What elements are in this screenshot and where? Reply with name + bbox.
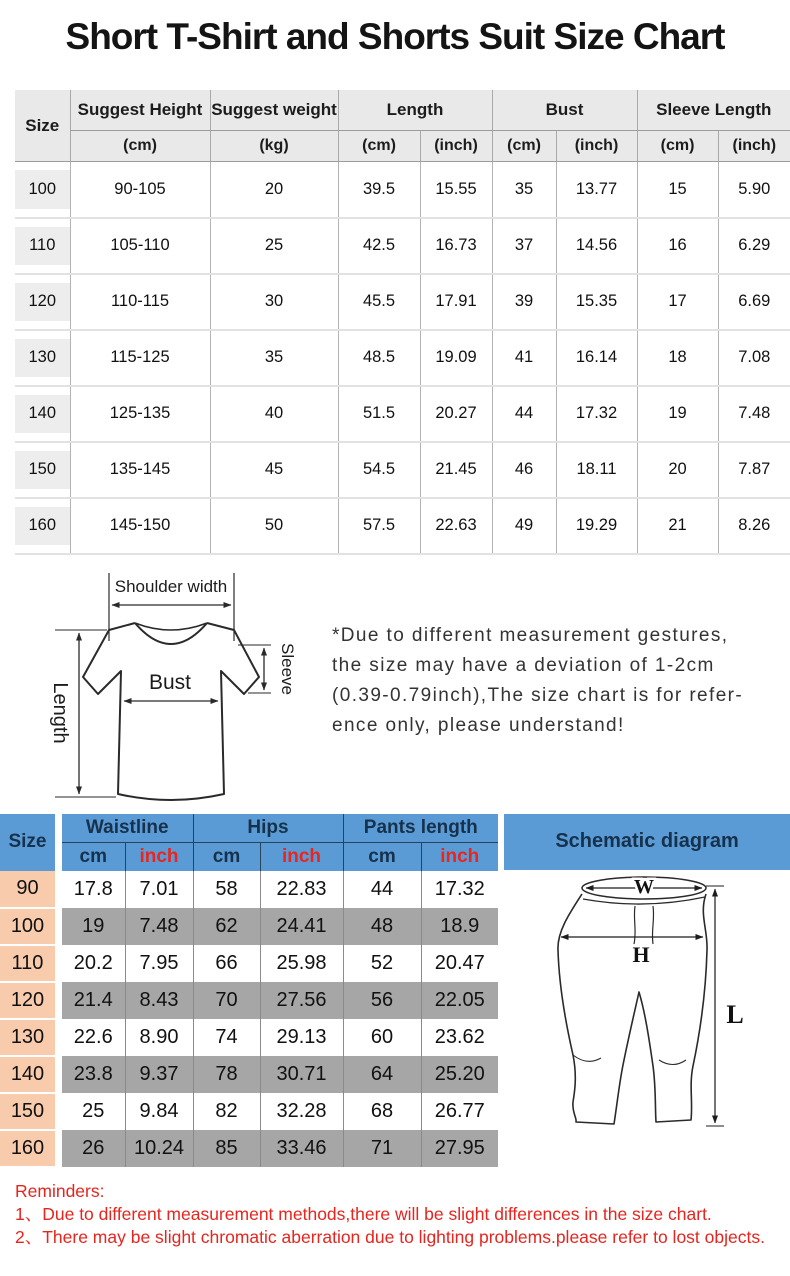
cell-weight: 30 — [210, 274, 338, 330]
cell-waist_cm: 19 — [62, 908, 125, 945]
cell-sleeve_cm: 15 — [637, 162, 718, 218]
cell-height: 125-135 — [70, 386, 210, 442]
unit-kg: (kg) — [210, 131, 338, 162]
table-row — [0, 1130, 498, 1167]
tshirt-diagram — [10, 565, 320, 810]
header-sleeve-length: Sleeve Length — [637, 90, 790, 131]
cell-waist_cm: 22.6 — [62, 1019, 125, 1056]
cell-pants_cm: 68 — [343, 1093, 421, 1130]
cell-hips_in: 33.46 — [260, 1130, 343, 1167]
cell-pants_cm: 44 — [343, 871, 421, 908]
cell-hips_cm: 70 — [193, 982, 260, 1019]
table-row — [15, 218, 790, 274]
cell-bust_in: 13.77 — [556, 162, 637, 218]
unit-cm: (cm) — [70, 131, 210, 162]
table-row — [15, 386, 790, 442]
cell-length_in: 19.09 — [420, 330, 492, 386]
cell-hips_cm: 74 — [193, 1019, 260, 1056]
cell-sleeve_in: 8.26 — [718, 498, 790, 554]
cell-hips_in: 30.71 — [260, 1056, 343, 1093]
table-row — [15, 442, 790, 498]
cell-hips_in: 25.98 — [260, 945, 343, 982]
cell-height: 145-150 — [70, 498, 210, 554]
cell-length_in: 15.55 — [420, 162, 492, 218]
cell-weight: 25 — [210, 218, 338, 274]
reminders-title: Reminders: — [15, 1180, 105, 1201]
cell-pants_cm: 60 — [343, 1019, 421, 1056]
note-line: ence only, please understand! — [332, 714, 625, 736]
sleeve-label: Sleeve — [278, 642, 297, 695]
cell-pants_cm: 52 — [343, 945, 421, 982]
cell-size: 100 — [15, 162, 70, 218]
table-row — [0, 1093, 498, 1130]
tshirt-size-table — [15, 90, 790, 555]
note-line: (0.39-0.79inch),The size chart is for refer- — [332, 684, 744, 706]
header-size: Size — [15, 90, 70, 162]
cell-waist_in: 9.37 — [125, 1056, 193, 1093]
table-subheader-row — [0, 842, 498, 871]
cell-size: 130 — [0, 1019, 55, 1056]
cell-sleeve_cm: 21 — [637, 498, 718, 554]
cell-waist_in: 10.24 — [125, 1130, 193, 1167]
cell-height: 105-110 — [70, 218, 210, 274]
cell-pants_cm: 64 — [343, 1056, 421, 1093]
unit-cm: (cm) — [338, 131, 420, 162]
cell-waist_in: 7.95 — [125, 945, 193, 982]
cell-bust_in: 15.35 — [556, 274, 637, 330]
cell-height: 115-125 — [70, 330, 210, 386]
header-waistline: Waistline — [62, 814, 193, 843]
cell-pants_cm: 71 — [343, 1130, 421, 1167]
cell-weight: 20 — [210, 162, 338, 218]
cell-sleeve_cm: 16 — [637, 218, 718, 274]
table-row — [15, 274, 790, 330]
cell-bust_in: 17.32 — [556, 386, 637, 442]
cell-waist_in: 8.90 — [125, 1019, 193, 1056]
cell-waist_cm: 21.4 — [62, 982, 125, 1019]
cell-pants_cm: 56 — [343, 982, 421, 1019]
unit-inch: (inch) — [556, 131, 637, 162]
schematic-body — [504, 870, 790, 1166]
cell-sleeve_cm: 20 — [637, 442, 718, 498]
cell-length_cm: 45.5 — [338, 274, 420, 330]
cell-size: 140 — [15, 386, 70, 442]
cell-weight: 50 — [210, 498, 338, 554]
cell-waist_cm: 23.8 — [62, 1056, 125, 1093]
page-title: Short T-Shirt and Shorts Suit Size Chart — [65, 16, 725, 57]
cell-sleeve_cm: 19 — [637, 386, 718, 442]
reminders — [15, 1180, 790, 1249]
cell-waist_cm: 26 — [62, 1130, 125, 1167]
measurement-note — [332, 621, 743, 810]
header-length: Length — [338, 90, 492, 131]
cell-bust_in: 19.29 — [556, 498, 637, 554]
bust-label: Bust — [148, 670, 192, 694]
cell-bust_in: 14.56 — [556, 218, 637, 274]
cell-bust_cm: 37 — [492, 218, 556, 274]
cell-pants_in: 22.05 — [421, 982, 498, 1019]
cell-hips_cm: 85 — [193, 1130, 260, 1167]
table-row — [0, 1019, 498, 1056]
hips-h-label: H — [632, 941, 650, 967]
cell-length_in: 16.73 — [420, 218, 492, 274]
table-subheader-row — [15, 131, 790, 162]
cell-hips_in: 24.41 — [260, 908, 343, 945]
cell-sleeve_cm: 17 — [637, 274, 718, 330]
table-header-row — [15, 90, 790, 131]
cell-size: 110 — [15, 218, 70, 274]
cell-size: 140 — [0, 1056, 55, 1093]
cell-pants_in: 25.20 — [421, 1056, 498, 1093]
cell-hips_in: 22.83 — [260, 871, 343, 908]
cell-sleeve_in: 7.48 — [718, 386, 790, 442]
cell-size: 160 — [15, 498, 70, 554]
note-line: *Due to different measurement gestures, — [332, 624, 729, 646]
cell-bust_in: 16.14 — [556, 330, 637, 386]
cell-pants_in: 20.47 — [421, 945, 498, 982]
unit-inch: (inch) — [718, 131, 790, 162]
cell-size: 150 — [0, 1093, 55, 1130]
cell-waist_in: 9.84 — [125, 1093, 193, 1130]
cell-hips_cm: 78 — [193, 1056, 260, 1093]
cell-weight: 45 — [210, 442, 338, 498]
length-label: Length — [49, 681, 71, 744]
table-row — [0, 1056, 498, 1093]
cell-hips_in: 32.28 — [260, 1093, 343, 1130]
cell-bust_cm: 35 — [492, 162, 556, 218]
unit-inch: inch — [421, 842, 498, 871]
cell-size: 110 — [0, 945, 55, 982]
cell-hips_cm: 82 — [193, 1093, 260, 1130]
cell-sleeve_in: 6.69 — [718, 274, 790, 330]
reminder-line: 1、Due to different measurement methods,there will be slight differences in the size chart. — [15, 1203, 712, 1224]
pants-l-label: L — [726, 999, 744, 1029]
unit-inch: (inch) — [420, 131, 492, 162]
cell-sleeve_in: 5.90 — [718, 162, 790, 218]
cell-waist_cm: 25 — [62, 1093, 125, 1130]
cell-bust_cm: 46 — [492, 442, 556, 498]
cell-hips_cm: 66 — [193, 945, 260, 982]
pants-schematic-svg — [507, 870, 787, 1162]
shoulder-width-label: Shoulder width — [114, 576, 228, 596]
table-row — [15, 330, 790, 386]
cell-waist_in: 7.01 — [125, 871, 193, 908]
schematic-column — [504, 814, 790, 1168]
table-row — [15, 498, 790, 554]
cell-waist_in: 7.48 — [125, 908, 193, 945]
unit-cm: (cm) — [637, 131, 718, 162]
cell-sleeve_in: 7.08 — [718, 330, 790, 386]
table-row — [0, 982, 498, 1019]
cell-pants_in: 26.77 — [421, 1093, 498, 1130]
cell-sleeve_in: 6.29 — [718, 218, 790, 274]
cell-hips_cm: 58 — [193, 871, 260, 908]
measurement-diagram-section — [0, 565, 790, 810]
note-line: the size may have a deviation of 1-2cm — [332, 654, 715, 676]
cell-length_in: 22.63 — [420, 498, 492, 554]
pants-size-table — [0, 814, 498, 1168]
cell-pants_in: 18.9 — [421, 908, 498, 945]
cell-length_cm: 42.5 — [338, 218, 420, 274]
header-bust: Bust — [492, 90, 637, 131]
unit-cm: cm — [343, 842, 421, 871]
cell-length_in: 17.91 — [420, 274, 492, 330]
cell-sleeve_cm: 18 — [637, 330, 718, 386]
cell-bust_cm: 49 — [492, 498, 556, 554]
cell-size: 130 — [15, 330, 70, 386]
unit-inch: inch — [260, 842, 343, 871]
header-suggest-weight: Suggest weight — [210, 90, 338, 131]
cell-size: 120 — [15, 274, 70, 330]
cell-height: 110-115 — [70, 274, 210, 330]
tshirt-schematic-svg — [10, 565, 310, 810]
cell-size: 100 — [0, 908, 55, 945]
cell-pants_cm: 48 — [343, 908, 421, 945]
cell-sleeve_in: 7.87 — [718, 442, 790, 498]
cell-hips_in: 29.13 — [260, 1019, 343, 1056]
cell-length_cm: 57.5 — [338, 498, 420, 554]
header-size: Size — [0, 814, 55, 871]
table-row — [0, 871, 498, 908]
cell-size: 150 — [15, 442, 70, 498]
column-gap — [55, 814, 62, 1167]
cell-weight: 35 — [210, 330, 338, 386]
table-row — [0, 945, 498, 982]
header-pants-length: Pants length — [343, 814, 498, 843]
cell-hips_in: 27.56 — [260, 982, 343, 1019]
table-header-row — [0, 814, 498, 843]
cell-length_cm: 39.5 — [338, 162, 420, 218]
unit-cm: cm — [193, 842, 260, 871]
table-row — [15, 162, 790, 218]
table-row — [0, 908, 498, 945]
waist-w-label: W — [634, 875, 655, 898]
reminder-line: 2、There may be slight chromatic aberration due to lighting problems.please refer to lost objects. — [15, 1226, 765, 1247]
schematic-header: Schematic diagram — [504, 814, 790, 870]
cell-bust_cm: 44 — [492, 386, 556, 442]
cell-waist_cm: 17.8 — [62, 871, 125, 908]
cell-pants_in: 23.62 — [421, 1019, 498, 1056]
cell-length_cm: 48.5 — [338, 330, 420, 386]
cell-bust_in: 18.11 — [556, 442, 637, 498]
cell-height: 90-105 — [70, 162, 210, 218]
cell-length_cm: 51.5 — [338, 386, 420, 442]
unit-cm: cm — [62, 842, 125, 871]
cell-bust_cm: 41 — [492, 330, 556, 386]
cell-size: 120 — [0, 982, 55, 1019]
size-chart-page — [0, 16, 790, 1276]
cell-bust_cm: 39 — [492, 274, 556, 330]
cell-height: 135-145 — [70, 442, 210, 498]
unit-inch: inch — [125, 842, 193, 871]
unit-cm: (cm) — [492, 131, 556, 162]
cell-weight: 40 — [210, 386, 338, 442]
cell-size: 90 — [0, 871, 55, 908]
cell-length_cm: 54.5 — [338, 442, 420, 498]
header-suggest-height: Suggest Height — [70, 90, 210, 131]
cell-waist_in: 8.43 — [125, 982, 193, 1019]
cell-pants_in: 27.95 — [421, 1130, 498, 1167]
header-hips: Hips — [193, 814, 343, 843]
cell-size: 160 — [0, 1130, 55, 1167]
pants-size-section — [0, 814, 790, 1168]
cell-pants_in: 17.32 — [421, 871, 498, 908]
cell-hips_cm: 62 — [193, 908, 260, 945]
cell-waist_cm: 20.2 — [62, 945, 125, 982]
cell-length_in: 20.27 — [420, 386, 492, 442]
cell-length_in: 21.45 — [420, 442, 492, 498]
